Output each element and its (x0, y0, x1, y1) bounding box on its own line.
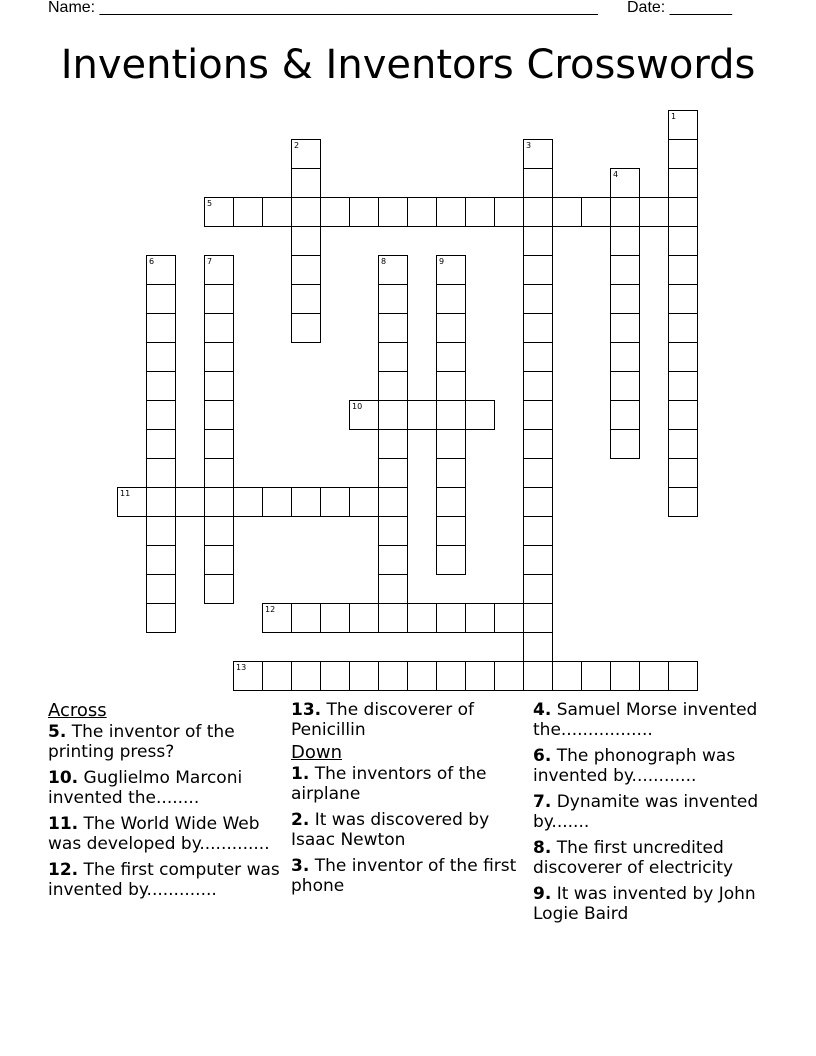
grid-cell[interactable] (610, 342, 640, 372)
grid-cell[interactable] (407, 400, 437, 430)
grid-cell[interactable] (378, 516, 408, 546)
grid-cell[interactable] (291, 255, 321, 285)
clue-down-4: 4. Samuel Morse invented the................. (533, 700, 758, 740)
grid-cell[interactable] (523, 487, 553, 517)
grid-cell[interactable] (523, 545, 553, 575)
grid-cell[interactable] (523, 255, 553, 285)
cell-number: 13 (236, 663, 247, 672)
grid-cell[interactable] (378, 661, 408, 691)
grid-cell[interactable] (668, 197, 698, 227)
grid-cell[interactable] (204, 342, 234, 372)
grid-cell[interactable] (465, 197, 495, 227)
grid-cell[interactable] (668, 458, 698, 488)
grid-cell[interactable] (146, 603, 176, 633)
cell-number: 5 (207, 199, 213, 208)
grid-cell[interactable] (436, 516, 466, 546)
grid-cell[interactable] (610, 284, 640, 314)
grid-cell[interactable] (523, 516, 553, 546)
grid-cell[interactable] (291, 313, 321, 343)
grid-cell[interactable] (378, 342, 408, 372)
grid-cell[interactable] (610, 371, 640, 401)
grid-cell[interactable] (146, 545, 176, 575)
grid-cell[interactable] (233, 661, 263, 691)
grid-cell[interactable] (262, 603, 292, 633)
grid-cell[interactable] (378, 197, 408, 227)
grid-cell[interactable] (146, 574, 176, 604)
clue-column-2 (291, 700, 523, 902)
grid-cell[interactable] (291, 139, 321, 169)
grid-cell[interactable] (465, 603, 495, 633)
grid-cell[interactable] (291, 603, 321, 633)
grid-cell[interactable] (436, 487, 466, 517)
grid-cell[interactable] (204, 516, 234, 546)
grid-cell[interactable] (175, 487, 205, 517)
grid-cell[interactable] (552, 661, 582, 691)
cell-number: 9 (439, 257, 445, 266)
grid-cell[interactable] (204, 400, 234, 430)
grid-cell[interactable] (523, 371, 553, 401)
cell-number: 1 (671, 112, 677, 121)
grid-cell[interactable] (320, 603, 350, 633)
grid-cell[interactable] (436, 284, 466, 314)
grid-cell[interactable] (378, 371, 408, 401)
grid-cell[interactable] (262, 661, 292, 691)
grid-cell[interactable] (291, 284, 321, 314)
grid-cell[interactable] (610, 226, 640, 256)
grid-cell[interactable] (581, 197, 611, 227)
grid-cell[interactable] (204, 545, 234, 575)
grid-cell[interactable] (320, 197, 350, 227)
grid-cell[interactable] (639, 197, 669, 227)
grid-cell[interactable] (320, 487, 350, 517)
grid-cell[interactable] (436, 342, 466, 372)
grid-cell[interactable] (523, 632, 553, 662)
grid-cell[interactable] (436, 661, 466, 691)
grid-cell[interactable] (378, 313, 408, 343)
grid-cell[interactable] (233, 197, 263, 227)
grid-cell[interactable] (262, 487, 292, 517)
grid-cell[interactable] (204, 487, 234, 517)
name-field-label: Name: ________________________________________________________ (48, 0, 598, 16)
grid-cell[interactable] (204, 574, 234, 604)
grid-cell[interactable] (523, 139, 553, 169)
grid-cell[interactable] (320, 661, 350, 691)
cell-number: 3 (526, 141, 532, 150)
across-heading: Across (48, 700, 107, 721)
grid-cell[interactable] (146, 255, 176, 285)
date-field-label: Date: _______ (627, 0, 732, 16)
grid-cell[interactable] (146, 516, 176, 546)
cell-number: 8 (381, 257, 387, 266)
grid-cell[interactable] (378, 429, 408, 459)
grid-cell[interactable] (349, 197, 379, 227)
grid-cell[interactable] (146, 429, 176, 459)
grid-cell[interactable] (146, 400, 176, 430)
grid-cell[interactable] (262, 197, 292, 227)
grid-cell[interactable] (146, 313, 176, 343)
grid-cell[interactable] (610, 255, 640, 285)
grid-cell[interactable] (204, 197, 234, 227)
grid-cell[interactable] (668, 110, 698, 140)
clue-across-13: 13. The discoverer of Penicillin (291, 700, 475, 740)
grid-cell[interactable] (668, 342, 698, 372)
grid-cell[interactable] (668, 284, 698, 314)
grid-cell[interactable] (610, 400, 640, 430)
clue-down-1: 1. The inventors of the airplane (291, 764, 487, 804)
grid-cell[interactable] (668, 255, 698, 285)
grid-cell[interactable] (523, 342, 553, 372)
grid-cell[interactable] (436, 255, 466, 285)
grid-cell[interactable] (494, 197, 524, 227)
cell-number: 11 (120, 489, 131, 498)
grid-cell[interactable] (639, 661, 669, 691)
grid-cell[interactable] (291, 226, 321, 256)
grid-cell[interactable] (233, 487, 263, 517)
grid-cell[interactable] (668, 226, 698, 256)
grid-cell[interactable] (610, 429, 640, 459)
grid-cell[interactable] (668, 661, 698, 691)
grid-cell[interactable] (436, 400, 466, 430)
clue-down-2: 2. It was discovered by Isaac Newton (291, 810, 490, 850)
clue-column-1 (48, 700, 280, 906)
grid-cell[interactable] (581, 661, 611, 691)
grid-cell[interactable] (610, 168, 640, 198)
grid-cell[interactable] (523, 168, 553, 198)
grid-cell[interactable] (465, 661, 495, 691)
grid-cell[interactable] (146, 487, 176, 517)
grid-cell[interactable] (204, 371, 234, 401)
grid-cell[interactable] (465, 400, 495, 430)
grid-cell[interactable] (204, 429, 234, 459)
grid-cell[interactable] (291, 168, 321, 198)
cell-number: 2 (294, 141, 300, 150)
grid-cell[interactable] (407, 197, 437, 227)
grid-cell[interactable] (436, 458, 466, 488)
clue-down-9: 9. It was invented by John Logie Baird (533, 884, 756, 924)
clue-across-5: 5. The inventor of the printing press? (48, 722, 235, 762)
clue-down-7: 7. Dynamite was invented by....... (533, 792, 759, 832)
grid-cell[interactable] (407, 661, 437, 691)
grid-cell[interactable] (523, 574, 553, 604)
grid-cell[interactable] (523, 458, 553, 488)
grid-cell[interactable] (523, 284, 553, 314)
grid-cell[interactable] (349, 400, 379, 430)
grid-cell[interactable] (523, 197, 553, 227)
grid-cell[interactable] (436, 545, 466, 575)
cell-number: 12 (265, 605, 276, 614)
grid-cell[interactable] (146, 284, 176, 314)
page-title: Inventions & Inventors Crosswords (60, 42, 756, 88)
grid-cell[interactable] (436, 429, 466, 459)
grid-cell[interactable] (378, 574, 408, 604)
cell-number: 7 (207, 257, 213, 266)
grid-cell[interactable] (436, 603, 466, 633)
grid-cell[interactable] (436, 197, 466, 227)
clue-across-12: 12. The first computer was invented by............. (48, 860, 280, 900)
grid-cell[interactable] (523, 603, 553, 633)
grid-cell[interactable] (668, 313, 698, 343)
grid-cell[interactable] (378, 487, 408, 517)
grid-cell[interactable] (378, 400, 408, 430)
grid-cell[interactable] (610, 661, 640, 691)
grid-cell[interactable] (146, 371, 176, 401)
grid-cell[interactable] (378, 284, 408, 314)
grid-cell[interactable] (291, 487, 321, 517)
grid-cell[interactable] (117, 487, 147, 517)
grid-cell[interactable] (378, 458, 408, 488)
grid-cell[interactable] (523, 226, 553, 256)
clue-across-11: 11. The World Wide Web was developed by............. (48, 814, 270, 854)
grid-cell[interactable] (378, 545, 408, 575)
grid-cell[interactable] (378, 603, 408, 633)
grid-cell[interactable] (523, 400, 553, 430)
grid-cell[interactable] (291, 197, 321, 227)
grid-cell[interactable] (668, 400, 698, 430)
grid-cell[interactable] (494, 603, 524, 633)
grid-cell[interactable] (146, 342, 176, 372)
grid-cell[interactable] (668, 139, 698, 169)
grid-cell[interactable] (523, 429, 553, 459)
grid-cell[interactable] (407, 603, 437, 633)
grid-cell[interactable] (610, 313, 640, 343)
grid-cell[interactable] (436, 313, 466, 343)
grid-cell[interactable] (378, 255, 408, 285)
grid-cell[interactable] (668, 371, 698, 401)
grid-cell[interactable] (668, 429, 698, 459)
grid-cell[interactable] (146, 458, 176, 488)
grid-cell[interactable] (204, 458, 234, 488)
grid-cell[interactable] (668, 487, 698, 517)
grid-cell[interactable] (204, 313, 234, 343)
grid-cell[interactable] (349, 603, 379, 633)
grid-cell[interactable] (610, 197, 640, 227)
clue-column-3 (533, 700, 765, 930)
grid-cell[interactable] (349, 487, 379, 517)
grid-cell[interactable] (349, 661, 379, 691)
grid-cell[interactable] (494, 661, 524, 691)
grid-cell[interactable] (204, 255, 234, 285)
grid-cell[interactable] (436, 371, 466, 401)
clue-down-6: 6. The phonograph was invented by............ (533, 746, 736, 786)
cell-number: 10 (352, 402, 363, 411)
clue-across-10: 10. Guglielmo Marconi invented the........ (48, 768, 243, 808)
grid-cell[interactable] (291, 661, 321, 691)
grid-cell[interactable] (668, 168, 698, 198)
cell-number: 6 (149, 257, 155, 266)
clue-down-8: 8. The first uncredited discoverer of electricity (533, 838, 734, 878)
grid-cell[interactable] (523, 313, 553, 343)
cell-number: 4 (613, 170, 619, 179)
grid-cell[interactable] (204, 284, 234, 314)
down-heading: Down (291, 742, 343, 763)
grid-cell[interactable] (552, 197, 582, 227)
grid-cell[interactable] (523, 661, 553, 691)
clue-down-3: 3. The inventor of the first phone (291, 856, 517, 896)
